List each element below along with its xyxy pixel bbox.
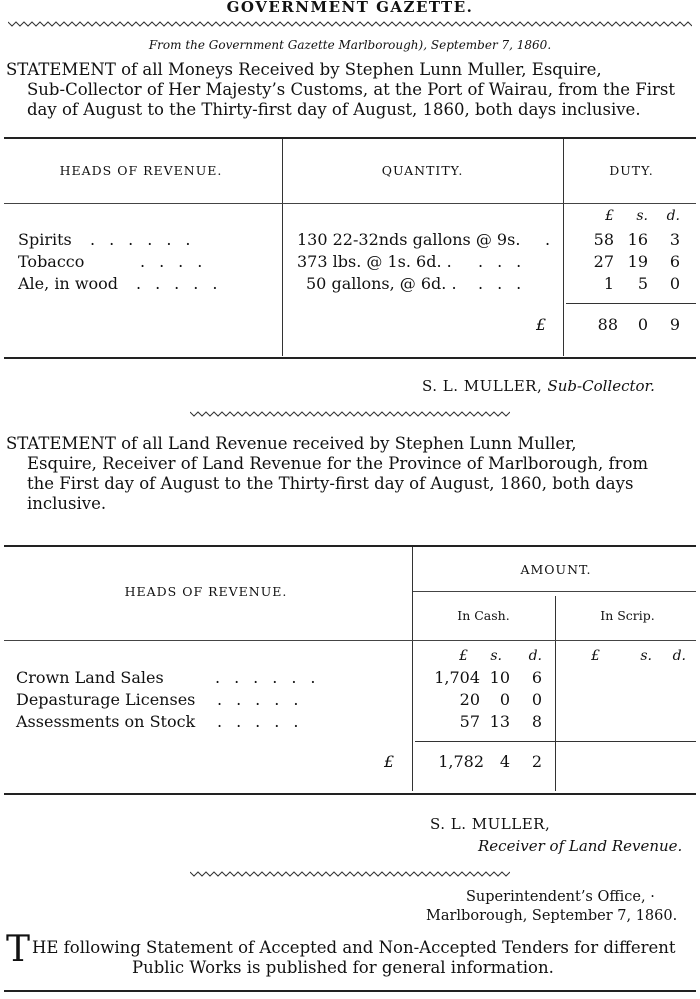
leader-dots: . [545, 230, 551, 249]
land-row-shillings: 13 [489, 712, 510, 731]
leader-dots: ..... [217, 712, 313, 731]
customs-row-pence: 0 [669, 274, 680, 293]
office-line-2: Marlborough, September 7, 1860. [426, 908, 678, 924]
notice-drop-cap: T [6, 929, 31, 970]
land-row-pounds: 20 [459, 690, 480, 709]
land-para-line: the First day of August to the Thirty-first day of August, 1860, both days [27, 474, 634, 493]
land-row-pence: 8 [531, 712, 542, 731]
customs-signature [422, 377, 655, 395]
land-col-divider [412, 547, 413, 791]
customs-col-head-duty: DUTY. [609, 163, 654, 178]
land-para-line: STATEMENT of all Land Revenue received by Stephen Lunn Muller, [6, 434, 577, 453]
customs-table-top-rule [4, 137, 696, 139]
land-col-divider [555, 596, 556, 791]
customs-total-symbol: £ [536, 315, 547, 334]
land-scrip-pounds-label: £ [591, 648, 600, 664]
customs-row-head: Tobacco [18, 252, 85, 271]
land-scrip-shillings-label: s. [640, 648, 652, 664]
customs-row-pence: 6 [669, 252, 680, 271]
customs-row-pounds: 27 [593, 252, 614, 271]
customs-table-bottom-rule [4, 357, 696, 359]
customs-row-quantity: 130 22-32nds gallons @ 9s. [297, 230, 521, 249]
customs-row-shillings: 5 [637, 274, 648, 293]
land-cash-shillings-label: s. [490, 648, 502, 664]
page-bottom-rule [4, 990, 696, 992]
office-line-1: Superintendent’s Office, · [466, 889, 655, 905]
source-line [0, 38, 700, 52]
land-total-pence: 2 [531, 752, 542, 771]
customs-row-pounds: 1 [603, 274, 614, 293]
customs-para-line: day of August to the Thirty-first day of August, 1860, both days inclusive. [27, 100, 641, 119]
leader-dots: ... [478, 252, 536, 271]
customs-row-shillings: 19 [627, 252, 648, 271]
land-total-pounds: 1,782 [438, 752, 484, 771]
customs-shillings-label: s. [636, 208, 648, 224]
customs-header-rule [4, 203, 696, 204]
customs-statement-paragraph [6, 60, 694, 120]
land-header-rule [4, 640, 696, 641]
land-total-shillings: 4 [499, 752, 510, 771]
customs-col-head-quantity: QUANTITY. [381, 163, 464, 178]
land-signature-name: S. L. MULLER, [430, 815, 551, 833]
land-row-pounds: 57 [459, 712, 480, 731]
customs-sum-rule [566, 303, 696, 304]
customs-row-pounds: 58 [593, 230, 614, 249]
land-total-symbol: £ [384, 752, 395, 771]
land-para-line: inclusive. [27, 494, 107, 513]
leader-dots: ..... [217, 690, 313, 709]
land-col-head-cash: In Cash. [457, 608, 510, 623]
land-cash-pounds-label: £ [459, 648, 468, 664]
land-row-head: Crown Land Sales [16, 668, 164, 687]
land-col-head-revenue: HEADS OF REVENUE. [124, 584, 288, 599]
customs-signature-title: Sub-Collector. [547, 377, 655, 395]
gazette-title: GOVERNMENT GAZETTE. [226, 0, 474, 16]
wavy-divider-top [8, 20, 692, 28]
land-row-pence: 6 [531, 668, 542, 687]
notice-line-2: Public Works is published for general information. [132, 958, 554, 977]
wavy-divider-mid [190, 410, 510, 418]
customs-para-line: Sub-Collector of Her Majesty’s Customs, at the Port of Wairau, from the First [27, 80, 676, 99]
customs-pence-label: d. [666, 208, 680, 224]
land-sum-rule [415, 741, 696, 742]
land-amount-rule [413, 591, 696, 592]
land-row-pence: 0 [531, 690, 542, 709]
land-signature-title: Receiver of Land Revenue. [478, 837, 683, 855]
customs-row-quantity: 373 lbs. @ 1s. 6d. . [297, 252, 452, 271]
customs-row-quantity: 50 gallons, @ 6d. . [306, 274, 457, 293]
wavy-divider-lower [190, 870, 510, 878]
land-row-head: Assessments on Stock [16, 712, 196, 731]
leader-dots: ...... [90, 230, 205, 249]
land-row-shillings: 10 [489, 668, 510, 687]
land-row-head: Depasturage Licenses [16, 690, 196, 709]
land-scrip-pence-label: d. [672, 648, 686, 664]
leader-dots: ... [478, 274, 536, 293]
notice-line-1: HE following Statement of Accepted and Non-Accepted Tenders for different [32, 938, 676, 957]
leader-dots: .... [140, 252, 217, 271]
leader-dots: ...... [215, 668, 330, 687]
land-table-bottom-rule [4, 793, 696, 795]
customs-row-pence: 3 [669, 230, 680, 249]
customs-col-head-revenue: HEADS OF REVENUE. [59, 163, 223, 178]
customs-total-pounds: 88 [597, 315, 618, 334]
source-prefix: From the Government Gazette Marlborough), [148, 38, 428, 52]
customs-row-shillings: 16 [627, 230, 648, 249]
leader-dots: ..... [136, 274, 232, 293]
land-table-top-rule [4, 545, 696, 547]
land-col-head-amount: AMOUNT. [520, 562, 592, 577]
customs-row-head: Ale, in wood [18, 274, 119, 293]
customs-row-head: Spirits [18, 230, 72, 249]
customs-para-line: STATEMENT of all Moneys Received by Stephen Lunn Muller, Esquire, [6, 60, 602, 79]
source-date: September 7, 1860. [430, 38, 552, 52]
land-cash-pence-label: d. [528, 648, 542, 664]
customs-total-pence: 9 [669, 315, 680, 334]
customs-pounds-label: £ [605, 208, 614, 224]
land-row-pounds: 1,704 [434, 668, 480, 687]
land-col-head-scrip: In Scrip. [600, 608, 655, 623]
land-statement-paragraph [6, 434, 694, 514]
customs-total-shillings: 0 [637, 315, 648, 334]
customs-signature-name: S. L. MULLER, [422, 377, 543, 395]
land-para-line: Esquire, Receiver of Land Revenue for the Province of Marlborough, from [27, 454, 649, 473]
land-row-shillings: 0 [499, 690, 510, 709]
